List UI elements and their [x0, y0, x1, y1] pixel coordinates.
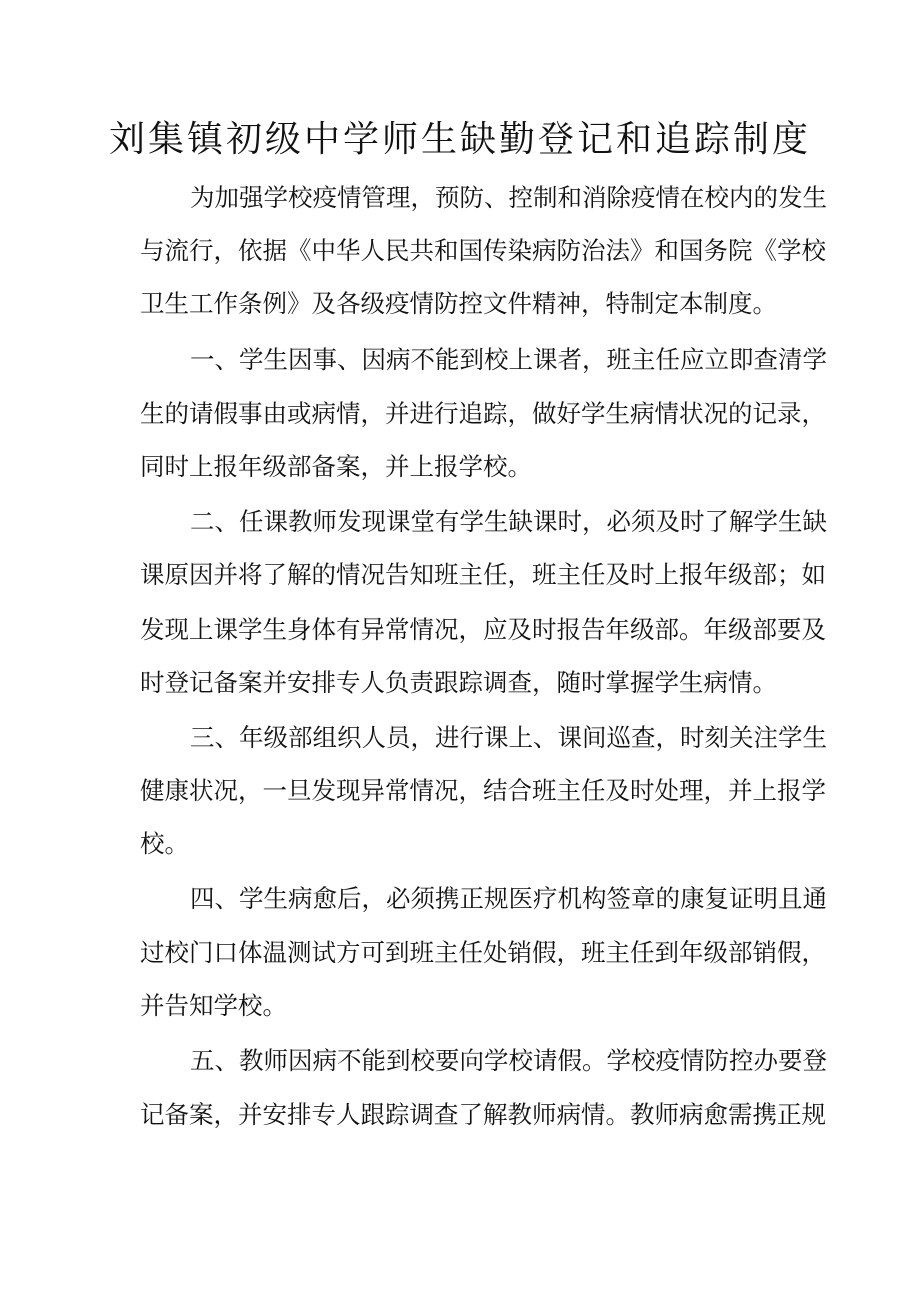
paragraph-line: 与流行，依据《中华人民共和国传染病防治法》和国务院《学校: [140, 236, 826, 265]
paragraph-line: 五、教师因病不能到校要向学校请假。学校疫情防控办要登: [190, 1046, 827, 1075]
paragraph-line: 同时上报年级部备案，并上报学校。: [140, 452, 532, 481]
document-title: 刘集镇初级中学师生缺勤登记和追踪制度: [108, 119, 811, 160]
paragraph-line: 过校门口体温测试方可到班主任处销假，班主任到年级部销假，: [140, 938, 826, 967]
paragraph-line: 时登记备案并安排专人负责跟踪调查，随时掌握学生病情。: [140, 668, 777, 697]
paragraph-line: 校。: [140, 829, 189, 858]
paragraph-line: 课原因并将了解的情况告知班主任，班主任及时上报年级部；如: [140, 560, 826, 589]
paragraph-line: 四、学生病愈后，必须携正规医疗机构签章的康复证明且通: [190, 884, 827, 913]
paragraph-line: 三、年级部组织人员，进行课上、课间巡查，时刻关注学生: [190, 723, 827, 752]
paragraph-line: 生的请假事由或病情，并进行追踪，做好学生病情状况的记录，: [140, 399, 826, 428]
paragraph-line: 健康状况，一旦发现异常情况，结合班主任及时处理，并上报学: [140, 776, 826, 805]
paragraph-line: 记备案，并安排专人跟踪调查了解教师病情。教师病愈需携正规: [140, 1100, 826, 1129]
paragraph-line: 发现上课学生身体有异常情况，应及时报告年级部。年级部要及: [140, 615, 826, 644]
paragraph-line: 卫生工作条例》及各级疫情防控文件精神，特制定本制度。: [140, 289, 777, 318]
paragraph-line: 并告知学校。: [140, 991, 287, 1020]
paragraph-line: 二、任课教师发现课堂有学生缺课时，必须及时了解学生缺: [190, 507, 827, 536]
paragraph-line: 为加强学校疫情管理，预防、控制和消除疫情在校内的发生: [190, 183, 827, 212]
paragraph-line: 一、学生因事、因病不能到校上课者，班主任应立即查清学: [190, 345, 827, 374]
